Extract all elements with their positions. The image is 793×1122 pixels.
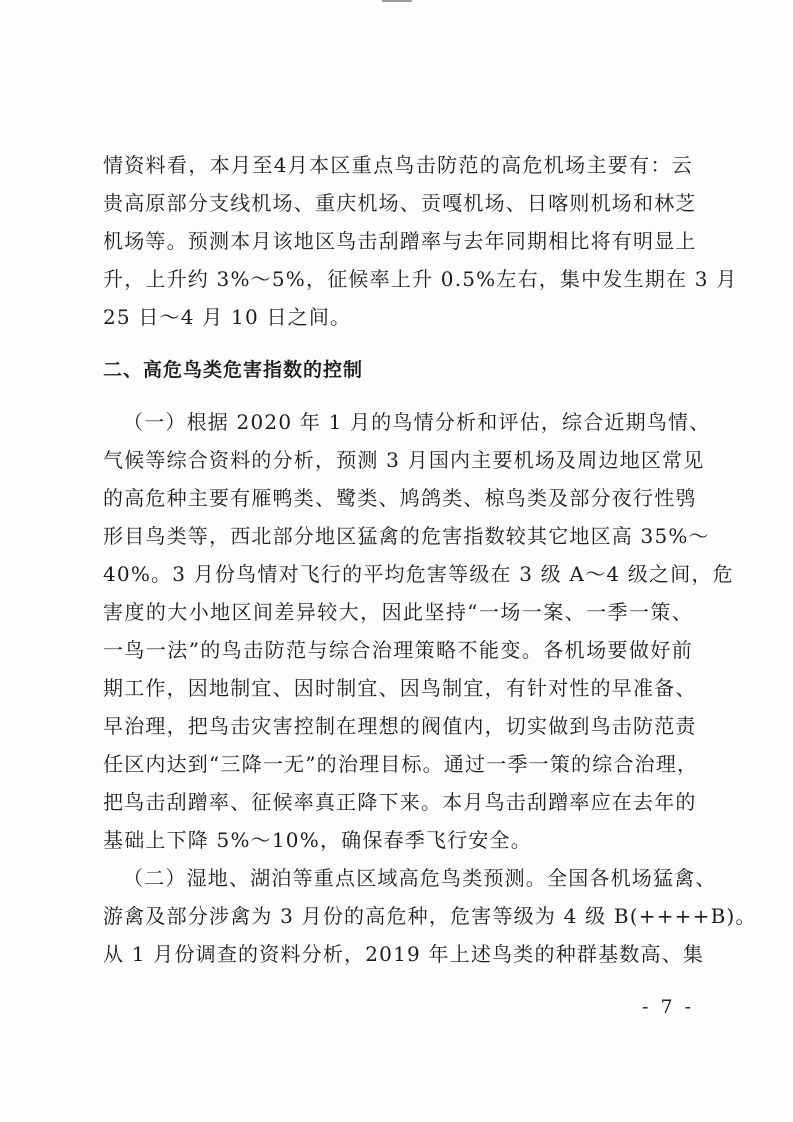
- text-line: 40%。3 月份鸟情对飞行的平均危害等级在 3 级 A～4 级之间，危: [103, 562, 734, 586]
- top-edge-mark: [382, 0, 412, 2]
- text-line: 任区内达到“三降一无”的治理目标。通过一季一策的综合治理，: [103, 752, 699, 776]
- text-line: 贵高原部分支线机场、重庆机场、贡嘎机场、日喀则机场和林芝: [103, 191, 697, 215]
- text-line: 情资料看，本月至4月本区重点鸟击防范的高危机场主要有：云: [103, 153, 693, 177]
- paragraph-1: [103, 146, 738, 336]
- text-line: 的高危种主要有雁鸭类、鹭类、鸠鸽类、椋鸟类及部分夜行性鸮: [103, 486, 697, 510]
- text-line: （一）根据 2020 年 1 月的鸟情分析和评估，综合近期鸟情、: [123, 410, 711, 434]
- text-line: 一鸟一法”的鸟击防范与综合治理策略不能变。各机场要做好前: [103, 638, 693, 662]
- paragraph-2: [103, 403, 734, 859]
- text-line: 气候等综合资料的分析，预测 3 月国内主要机场及周边地区常见: [103, 448, 705, 472]
- paragraph-3: [103, 859, 757, 973]
- text-line: 期工作，因地制宜、因时制宜、因鸟制宜，有针对性的早准备、: [103, 676, 697, 700]
- page-number: - 7 -: [642, 996, 695, 1018]
- section-heading: 二、高危鸟类危害指数的控制: [103, 359, 364, 381]
- document-body: [103, 146, 757, 973]
- text-line: （二）湿地、湖泊等重点区域高危鸟类预测。全国各机场猛禽、: [123, 866, 717, 890]
- text-line: 游禽及部分涉禽为 3 月份的高危种，危害等级为 4 级 B(++++B)。: [103, 904, 757, 928]
- text-line: 害度的大小地区间差异较大，因此坚持“一场一案、一季一策、: [103, 600, 693, 624]
- text-line: 基础上下降 5%～10%，确保春季飞行安全。: [103, 828, 532, 852]
- text-line: 形目鸟类等，西北部分地区猛禽的危害指数较其它地区高 35%～: [103, 524, 710, 548]
- text-line: 升，上升约 3%～5%，征候率上升 0.5%左右，集中发生期在 3 月: [103, 267, 738, 291]
- text-line: 机场等。预测本月该地区鸟击刮蹭率与去年同期相比将有明显上: [103, 229, 697, 253]
- text-line: 早治理，把鸟击灾害控制在理想的阀值内，切实做到鸟击防范责: [103, 714, 697, 738]
- text-line: 25 日～4 月 10 日之间。: [103, 305, 352, 329]
- text-line: 从 1 月份调查的资料分析，2019 年上述鸟类的种群基数高、集: [103, 942, 705, 966]
- text-line: 把鸟击刮蹭率、征候率真正降下来。本月鸟击刮蹭率应在去年的: [103, 790, 697, 814]
